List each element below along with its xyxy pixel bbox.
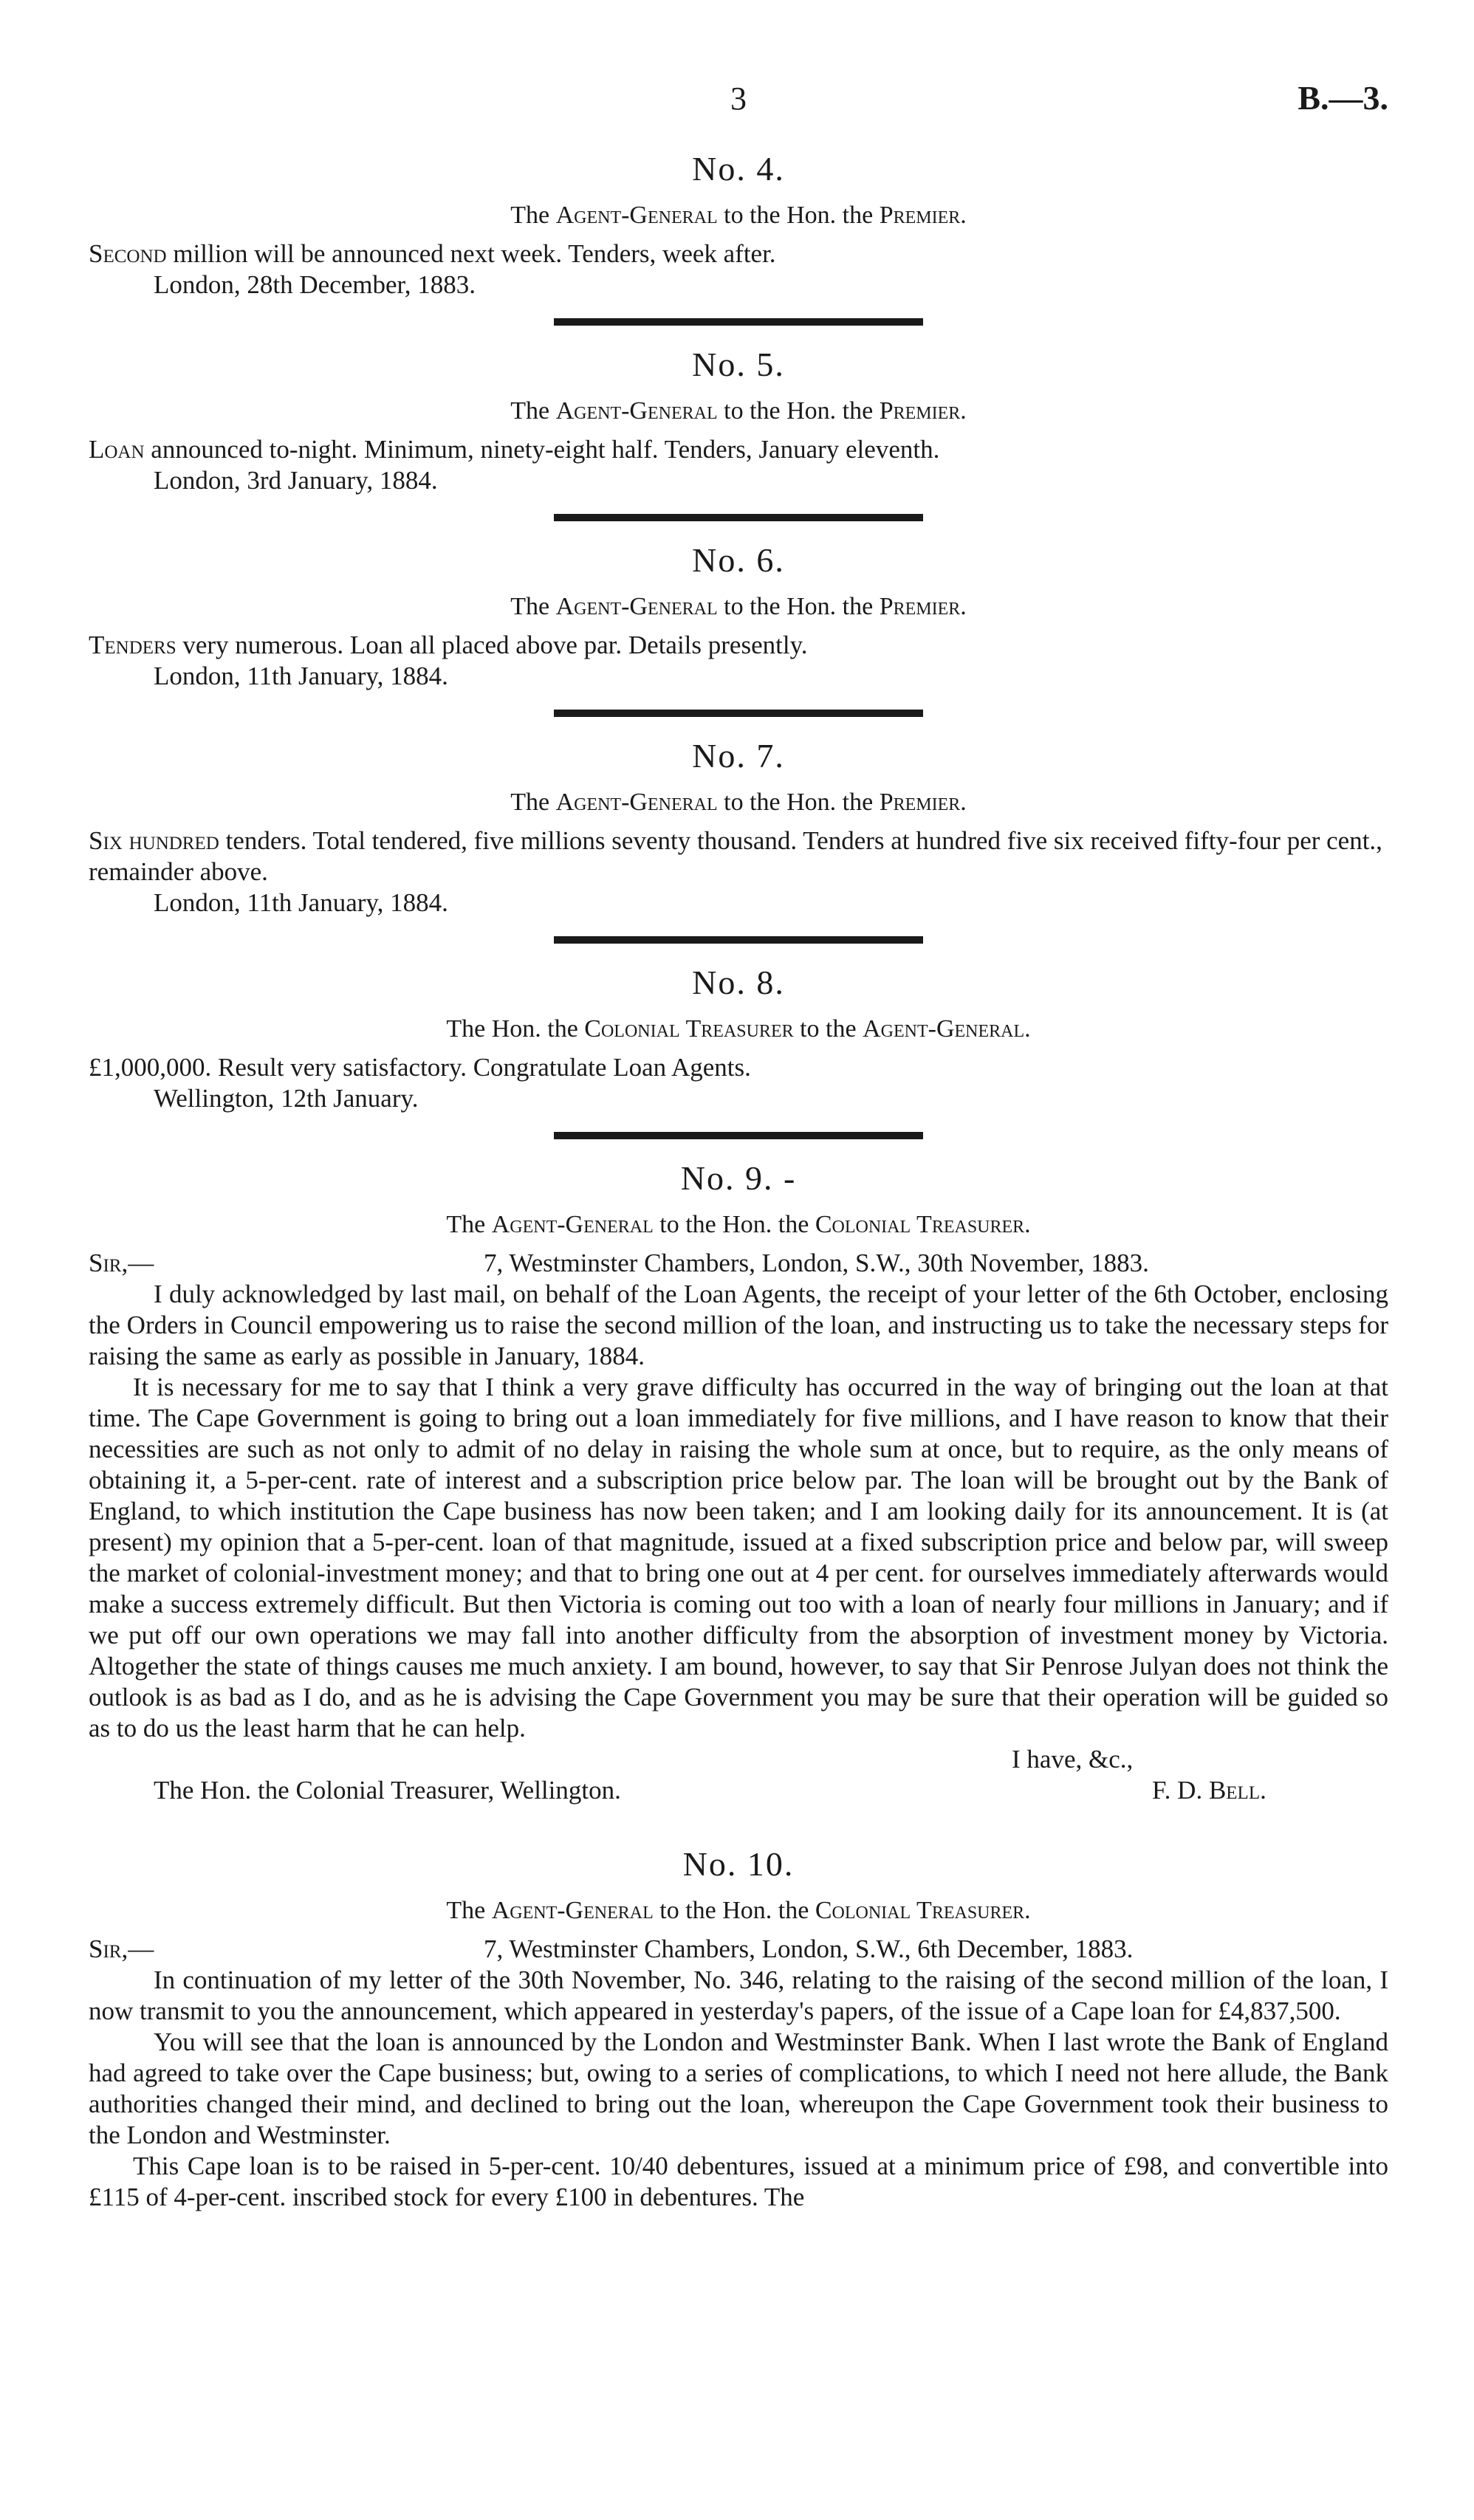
closing-line — [89, 1744, 1388, 1775]
telegram-body: £1,000,000. Result very satisfactory. Congratulate Loan Agents. — [89, 1053, 751, 1082]
entry-heading — [89, 1211, 1388, 1239]
heading-recipient: Colonial Treasurer. — [815, 1897, 1031, 1924]
telegram-no-5 — [89, 345, 1388, 496]
heading-middle: to the Hon. the — [717, 789, 880, 816]
heading-sender: Agent-General — [491, 1211, 654, 1238]
letter-paragraph: I duly acknowledged by last mail, on behalf of the Loan Agents, the receipt of your letter of the 6th October, enclosing the Orders in Council empowering us to raise the second million of the loan, and instructing us to take the necessary steps for raising the same as early as possible in January, 1884. — [89, 1280, 1388, 1370]
telegram-text — [89, 1052, 1388, 1083]
telegram-no-6 — [89, 540, 1388, 692]
telegram-body: tenders. Total tendered, five millions seventy thousand. Tenders at hundred five six received fifty-four per cent., remainder above. — [89, 826, 1382, 886]
entry-number: No. 5. — [692, 346, 785, 383]
salutation: Sir,— — [89, 1934, 154, 1963]
letter-paragraph: In continuation of my letter of the 30th November, No. 346, relating to the raising of the second million of the loan, I now transmit to you the announcement, which appeared in yesterday's papers, of the issue of a Cape loan for £4,837,500. — [89, 1965, 1388, 2025]
heading-recipient: Premier. — [879, 397, 967, 425]
page-number: 3 — [730, 80, 747, 117]
heading-middle: to the Hon. the — [653, 1897, 815, 1924]
telegram-text — [89, 434, 1388, 465]
entry-number: No. 9. - — [680, 1159, 797, 1197]
letter-paragraph: This Cape loan is to be raised in 5-per-cent. 10/40 debentures, issued at a minimum price of £98, and convertible into £115 of 4-per-cent. inscribed stock for every £100 in debentures. The — [89, 2152, 1388, 2211]
heading-prefix: The — [446, 1897, 492, 1924]
entry-number: No. 6. — [692, 541, 785, 579]
telegram-lead: Second — [89, 239, 167, 268]
telegram-body: million will be announced next week. Tenders, week after. — [166, 239, 776, 268]
salutation-line — [89, 1934, 1388, 1965]
letter-no-10 — [89, 1844, 1388, 2213]
addressee: The Hon. the Colonial Treasurer, Wellington. — [154, 1776, 621, 1805]
document-page — [89, 66, 1388, 2213]
entry-heading — [89, 397, 1388, 425]
dateline: London, 28th December, 1883. — [154, 270, 476, 299]
letter-no-9 — [89, 1158, 1388, 1806]
heading-prefix: The — [510, 593, 556, 620]
heading-sender: Agent-General — [555, 202, 718, 229]
telegram-lead: Tenders — [89, 631, 176, 659]
heading-middle: to the — [793, 1015, 863, 1043]
telegram-no-4 — [89, 149, 1388, 301]
heading-sender: Colonial Treasurer — [584, 1015, 794, 1043]
heading-recipient: Premier. — [879, 593, 967, 620]
heading-middle: to the Hon. the — [717, 202, 880, 229]
entry-heading — [89, 1015, 1388, 1043]
heading-sender: Agent-General — [555, 593, 718, 620]
dateline: Wellington, 12th January. — [154, 1084, 419, 1113]
section-divider — [554, 936, 923, 944]
heading-sender: Agent-General — [555, 397, 718, 425]
telegram-text — [89, 630, 1388, 661]
section-divider — [554, 514, 923, 521]
telegram-body: announced to-night. Minimum, ninety-eight half. Tenders, January eleventh. — [144, 435, 940, 464]
sender-address: 7, Westminster Chambers, London, S.W., 30th November, 1883. — [484, 1249, 1149, 1277]
entry-heading — [89, 593, 1388, 621]
document-reference: B.—3. — [1298, 79, 1388, 117]
telegram-no-8 — [89, 963, 1388, 1114]
salutation: Sir,— — [89, 1249, 154, 1277]
letter-paragraph: It is necessary for me to say that I think a very grave difficulty has occurred in the way of bringing out the loan at that time. The Cape Government is going to bring out a loan immediately for five millions, and I have reason to know that their necessities are such as not only to admit of no delay in raising the whole sum at once, but to require, as the only means of obtaining it, a 5-per-cent. rate of interest and a subscription price below par. The loan will be brought out by the Bank of England, to which institution the Cape business has now been taken; and I am looking daily for its announcement. It is (at present) my opinion that a 5-per-cent. loan of that magnitude, issued at a fixed subscription price and below par, will sweep the market of colonial-investment money; and that to bring one out at 4 per cent. for ourselves immediately afterwards would make a success extremely difficult. But then Victoria is coming out too with a loan of nearly four millions in January; and if we put off our own operations we may fall into another difficulty from the absorption of investment money by Victoria. Altogether the state of things causes me much anxiety. I am bound, however, to say that Sir Penrose Julyan does not think the outlook is as bad as I do, and as he is advising the Cape Government you may be sure that their operation will be guided so as to do us the least harm that he can help. — [89, 1373, 1388, 1743]
running-head — [89, 66, 1388, 133]
dateline: London, 11th January, 1884. — [154, 662, 448, 690]
salutation-line — [89, 1248, 1388, 1279]
signature-line — [89, 1775, 1388, 1806]
heading-prefix: The — [446, 1211, 492, 1238]
entry-heading — [89, 202, 1388, 230]
telegram-body: very numerous. Loan all placed above par. Details presently. — [176, 631, 808, 659]
letter-paragraph: You will see that the loan is announced by the London and Westminster Bank. When I last wrote the Bank of England had agreed to take over the Cape business; but, owing to a series of complications, to which I need not here allude, the Bank authorities changed their mind, and declined to bring out the loan, whereupon the Cape Government took their business to the London and Westminster. — [89, 2028, 1388, 2149]
section-divider — [554, 318, 923, 326]
entry-number: No. 10. — [682, 1845, 795, 1883]
section-divider — [554, 1132, 923, 1139]
heading-middle: to the Hon. the — [653, 1211, 815, 1238]
heading-middle: to the Hon. the — [717, 397, 880, 425]
heading-sender: Agent-General — [555, 789, 718, 816]
entry-heading — [89, 1897, 1388, 1925]
signature: F. D. Bell. — [1152, 1776, 1266, 1805]
heading-prefix: The — [510, 397, 556, 425]
dateline: London, 11th January, 1884. — [154, 888, 448, 917]
entry-number: No. 8. — [692, 964, 785, 1001]
heading-recipient: Colonial Treasurer. — [815, 1211, 1031, 1238]
heading-recipient: Premier. — [879, 202, 967, 229]
heading-prefix: The Hon. the — [446, 1015, 585, 1043]
entry-number: No. 4. — [692, 150, 785, 188]
section-divider — [554, 710, 923, 717]
heading-recipient: Premier. — [879, 789, 967, 816]
entry-number: No. 7. — [692, 737, 785, 775]
dateline: London, 3rd January, 1884. — [154, 466, 438, 495]
heading-sender: Agent-General — [491, 1897, 654, 1924]
telegram-lead: Six hundred — [89, 826, 219, 855]
sender-address: 7, Westminster Chambers, London, S.W., 6th December, 1883. — [484, 1934, 1134, 1963]
telegram-lead: Loan — [89, 435, 145, 464]
heading-recipient: Agent-General. — [863, 1015, 1031, 1043]
spacer — [89, 1806, 1388, 1828]
heading-prefix: The — [510, 789, 556, 816]
heading-prefix: The — [510, 202, 556, 229]
telegram-no-7 — [89, 736, 1388, 919]
telegram-text — [89, 825, 1388, 888]
entry-heading — [89, 789, 1388, 817]
telegram-text — [89, 238, 1388, 269]
heading-middle: to the Hon. the — [717, 593, 880, 620]
closing: I have, &c., — [1012, 1745, 1134, 1774]
